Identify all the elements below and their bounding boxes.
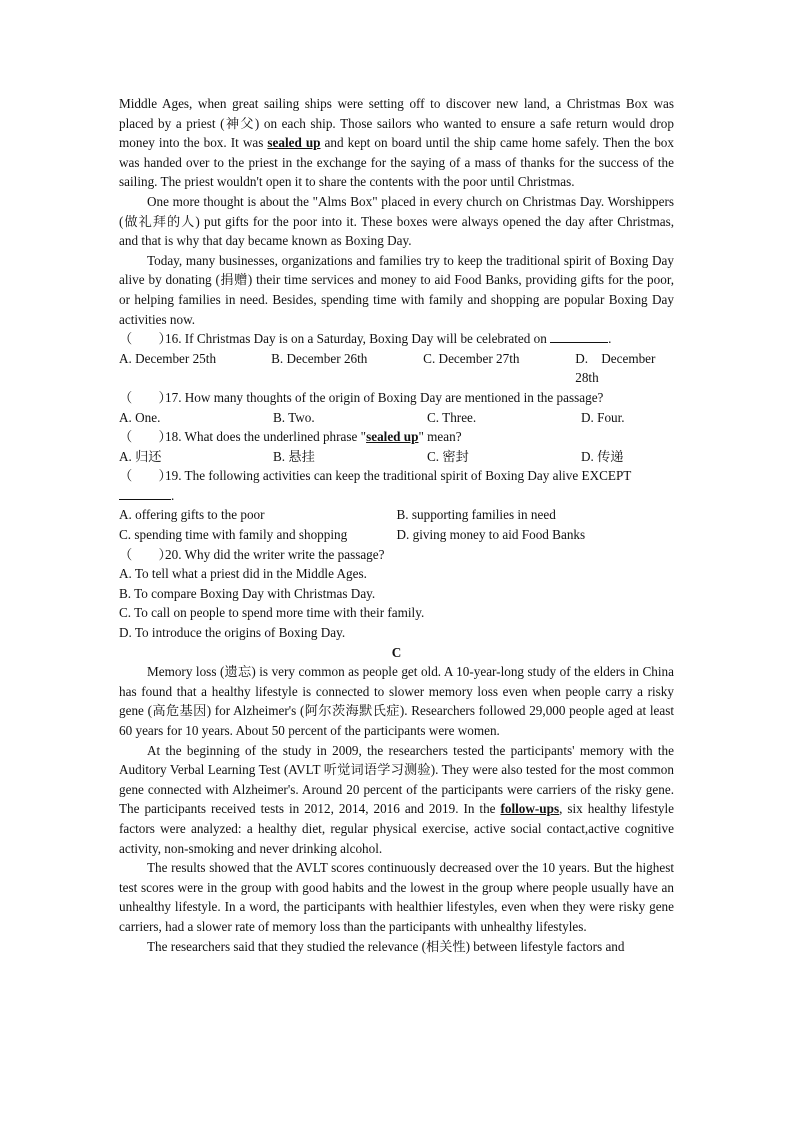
question-19-options-row-1 — [119, 505, 674, 525]
question-19: （ ）19. The following activities can keep the traditional spirit of Boxing Day alive EXCEPT — [119, 466, 674, 486]
passage-b-paragraph-1: Middle Ages, when great sailing ships were setting off to discover new land, a Christmas Box was placed by a priest (神父) on each ship. Those sailors who wanted to ensure a safe return would drop money into the box. It was sealed up and kept on board until the ship came home safely. Then the box was handed over to the priest in the exchange for the saying of a mass of thanks for the success of the sailing. The priest wouldn't open it to share the contents with the poor until Christmas. — [119, 96, 674, 190]
option: B. Two. — [273, 409, 315, 425]
question-17: （ ）17. How many thoughts of the origin of Boxing Day are mentioned in the passage? — [119, 388, 674, 408]
option: A. offering gifts to the poor — [119, 507, 265, 523]
underlined-phrase: sealed up — [366, 429, 419, 445]
question-18: （ ）18. What does the underlined phrase "sealed up" mean? — [119, 427, 674, 447]
option: C. Three. — [427, 409, 477, 425]
option: B. To compare Boxing Day with Christmas Day. — [119, 585, 376, 601]
question-19-blank-line: . — [119, 486, 674, 506]
option: A. To tell what a priest did in the Middle Ages. — [119, 566, 367, 582]
option: B. 悬挂 — [273, 448, 315, 464]
option: A. December 25th — [119, 350, 217, 366]
option: D. To introduce the origins of Boxing Day. — [119, 625, 346, 641]
underlined-word-follow-ups: follow-ups — [500, 801, 560, 817]
option: A. 归还 — [119, 448, 162, 464]
option: C. To call on people to spend more time with their family. — [119, 605, 425, 621]
answer-blank — [119, 486, 171, 500]
question-16: （ ）16. If Christmas Day is on a Saturday, Boxing Day will be celebrated on . — [119, 329, 674, 349]
option: A. One. — [119, 409, 161, 425]
answer-blank — [550, 329, 608, 343]
document-page — [119, 94, 674, 956]
passage-c-paragraph-2: At the beginning of the study in 2009, the researchers tested the participants' memory with the Auditory Verbal Learning Test (AVLT 听觉词语学习测验). They were also tested for the most common gene connected with Alzheimer's. Around 20 percent of the participants were carriers of the risky gene. The participants received tests in 2012, 2014, 2016 and 2019. In the follow-ups, six healthy lifestyle factors were analyzed: a healthy diet, regular physical exercise, active social contact,active cognitive activity, non-smoking and never drinking alcohol. — [119, 742, 674, 856]
answer-paren: （ ） — [119, 429, 172, 445]
passage-b-paragraph-2: One more thought is about the "Alms Box" placed in every church on Christmas Day. Worshippers (做礼拜的人) put gifts for the poor into it. These boxes were always opened the day after Christmas, and that is why that day became known as Boxing Day. — [119, 193, 674, 249]
option: D. December 28th — [575, 350, 656, 386]
option: C. December 27th — [423, 350, 520, 366]
answer-paren: （ ） — [119, 331, 172, 347]
answer-paren: （ ） — [119, 546, 172, 562]
passage-c-paragraph-1: Memory loss (遗忘) is very common as people get old. A 10-year-long study of the elders in China has found that a healthy lifestyle is connected to slower memory loss even when people carry a risky gene (高危基因) for Alzheimer's (阿尔茨海默氏症). Researchers followed 29,000 people aged at least 60 years for 10 years. About 50 percent of the participants were women. — [119, 664, 674, 738]
option: C. spending time with family and shopping — [119, 527, 348, 543]
question-18-options — [119, 447, 674, 467]
passage-b-paragraph-3: Today, many businesses, organizations and families try to keep the traditional spirit of Boxing Day alive by donating (捐赠) their time services and money to aid Food Banks, providing gifts for the poor, or helping families in need. Besides, spending time with family and shopping are popular Boxing Day activities now. — [119, 252, 674, 327]
section-heading: C — [391, 644, 402, 660]
underlined-phrase-sealed-up: sealed up — [267, 135, 321, 151]
option: D. 传递 — [581, 448, 624, 464]
option: C. 密封 — [427, 448, 469, 464]
option: B. December 26th — [271, 350, 368, 366]
passage-c-paragraph-3: The results showed that the AVLT scores continuously decreased over the 10 years. But the highest test scores were in the group with good habits and the lowest in the group where people usually have an unhealthy lifestyle. In a word, the participants with healthier lifestyles, even when they were risky gene carriers, had a slower rate of memory loss than the participants with unhealthy lifestyles. — [119, 860, 674, 934]
option: D. giving money to aid Food Banks — [396, 527, 586, 543]
question-20: （ ）20. Why did the writer write the passage? — [119, 545, 674, 565]
passage-c-paragraph-4: The researchers said that they studied the relevance (相关性) between lifestyle factors and — [147, 938, 625, 954]
answer-paren: （ ） — [119, 389, 172, 405]
answer-paren: （ ） — [119, 468, 172, 484]
question-16-options — [119, 349, 674, 388]
option: D. Four. — [581, 409, 625, 425]
option: B. supporting families in need — [396, 507, 556, 523]
question-17-options — [119, 408, 674, 428]
question-19-options-row-2 — [119, 525, 674, 545]
